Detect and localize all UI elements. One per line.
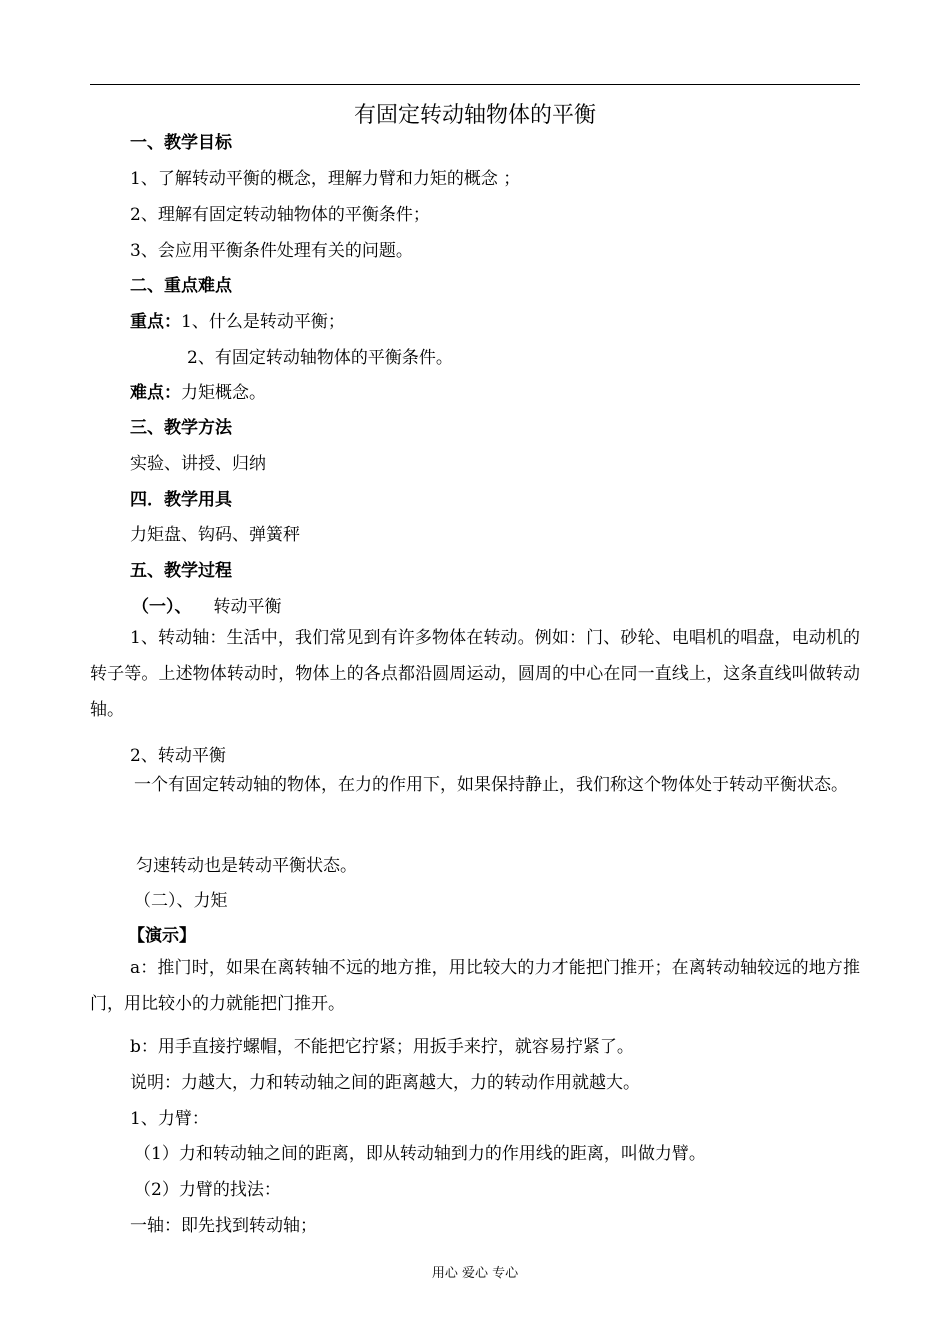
difficulty-row (130, 378, 266, 403)
key-point-row-1 (130, 307, 345, 332)
header-rule (90, 84, 860, 85)
goal-item-1: 1、了解转动平衡的概念，理解力臂和力矩的概念 ； (130, 169, 521, 189)
section-heading-keypoints: 二、重点难点 (130, 276, 232, 296)
subsection-1-title: 转动平衡 (213, 597, 282, 617)
key-point-2: 2、有固定转动轴物体的平衡条件。 (187, 348, 453, 368)
paragraph-note: 说明：力越大，力和转动轴之间的距离越大，力的转动作用就越大。 (130, 1073, 640, 1093)
paragraph-balance: 一个有固定转动轴的物体，在力的作用下，如果保持静止，我们称这个物体处于转动平衡状态。 (134, 775, 848, 795)
subsection-1-label: （一）、 (132, 597, 192, 617)
lever-arm-method: （2）力臂的找法： (134, 1180, 281, 1200)
section-heading-tools: 四．教学用具 (130, 490, 232, 510)
section-heading-methods: 三、教学方法 (130, 418, 232, 438)
item-rotation-balance: 2、转动平衡 (130, 746, 226, 766)
section-heading-goals: 一、教学目标 (130, 133, 232, 153)
tools-text: 力矩盘、钩码、弹簧秤 (130, 525, 300, 545)
subsection-2: （二）、力矩 (134, 891, 228, 911)
goal-item-3: 3、会应用平衡条件处理有关的问题。 (130, 241, 413, 261)
paragraph-uniform: 匀速转动也是转动平衡状态。 (136, 856, 357, 876)
difficulty-text: 力矩概念。 (181, 383, 266, 403)
page-title: 有固定转动轴物体的平衡 (353, 103, 596, 128)
lever-arm-def: （1）力和转动轴之间的距离，即从转动轴到力的作用线的距离，叫做力臂。 (134, 1144, 706, 1164)
section-heading-process: 五、教学过程 (130, 561, 232, 581)
lever-arm-step-1: 一轴：即先找到转动轴； (130, 1216, 317, 1236)
paragraph-demo-a: a：推门时，如果在离转轴不远的地方推，用比较大的力才能把门推开；在离转动轴较远的地方推门，用比较小的力就能把门推开。 (90, 958, 860, 1014)
key-point-1: 1、什么是转动平衡； (181, 312, 345, 332)
difficulty-label: 难点： (130, 383, 181, 403)
subsection-1 (132, 592, 282, 617)
lever-arm-heading: 1、力臂： (130, 1109, 209, 1129)
methods-text: 实验、讲授、归纳 (130, 454, 266, 474)
page-footer: 用心 爱心 专心 (431, 1266, 519, 1281)
demo-label: 【演示】 (128, 926, 196, 946)
key-label: 重点： (130, 312, 181, 332)
paragraph-rotation-axis: 1、转动轴：生活中，我们常见到有许多物体在转动。例如：门、砂轮、电唱机的唱盘，电动机的转子等。上述物体转动时，物体上的各点都沿圆周运动，圆周的中心在同一直线上，这条直线叫做转动轴。 (90, 628, 860, 720)
paragraph-demo-b: b：用手直接拧螺帽，不能把它拧紧；用扳手来拧，就容易拧紧了。 (130, 1037, 634, 1057)
goal-item-2: 2、理解有固定转动轴物体的平衡条件； (130, 205, 430, 225)
